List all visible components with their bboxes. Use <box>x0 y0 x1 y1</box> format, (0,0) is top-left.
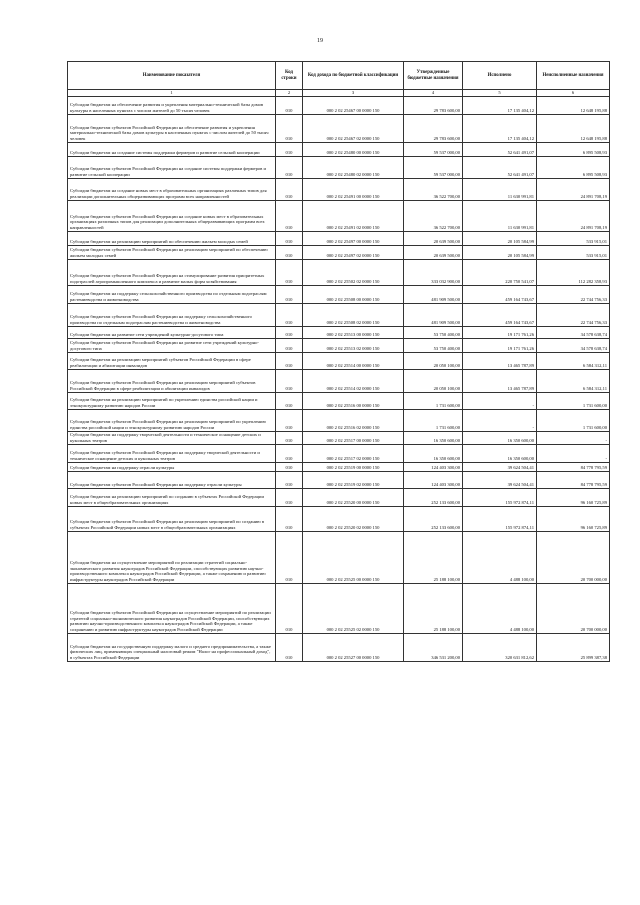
row-unexecuted-cell: 25 899 387,38 <box>537 633 610 661</box>
row-code-cell: 010 <box>276 231 303 245</box>
row-executed-cell: 11 630 991,81 <box>463 178 537 200</box>
row-executed-cell: - <box>463 392 537 409</box>
row-code-cell: 010 <box>276 96 303 114</box>
table-row <box>68 531 610 583</box>
row-unexecuted-cell: 34 578 638,74 <box>537 338 610 352</box>
table-row <box>68 200 610 231</box>
row-approved-cell: 1 731 600,00 <box>404 409 463 431</box>
row-name-cell: Субсидии бюджетам на обеспечение развития и укрепления материально-технической базы домов культуры в населенных пунктах с числом жителей до 50 тысяч человек <box>68 96 276 114</box>
row-approved-cell: 36 522 700,00 <box>404 178 463 200</box>
row-code-cell: 010 <box>276 338 303 352</box>
header-name: Наименование показателя <box>68 62 276 90</box>
row-name-cell: Субсидии бюджетам субъектов Российской Федерации на создание новых мест в образовательных организациях различных типов для реализации дополнительных общеразвивающих программ всех направленностей <box>68 200 276 231</box>
row-unexecuted-cell: 22 744 756,33 <box>537 303 610 326</box>
table-row <box>68 338 610 352</box>
row-name-cell: Субсидии бюджетам на реализацию мероприятий по созданию в субъектах Российской Федерации новых мест в общеобразовательных организациях <box>68 488 276 506</box>
row-unexecuted-cell: 22 744 756,33 <box>537 285 610 303</box>
table-row <box>68 369 610 392</box>
row-name-cell: Субсидии бюджетам субъектов Российской Федерации на поддержку отрасли культуры <box>68 471 276 488</box>
row-budget-code-cell: 000 2 02 25513 02 0000 150 <box>303 338 404 352</box>
row-unexecuted-cell: 1 731 600,00 <box>537 409 610 431</box>
row-unexecuted-cell: 533 915,01 <box>537 245 610 259</box>
row-name-cell: Субсидии бюджетам на государственную поддержку малого и среднего предпринимательства, а также физических лиц, применяющих специальный налоговый режим "Налог на профессиональный доход", в субъектах Российской Федерации <box>68 633 276 661</box>
row-executed-cell: 13 465 787,89 <box>463 369 537 392</box>
row-code-cell: 010 <box>276 409 303 431</box>
row-budget-code-cell: 000 2 02 25520 02 0000 150 <box>303 506 404 531</box>
row-executed-cell: 17 135 404,12 <box>463 114 537 142</box>
row-executed-cell: 11 630 991,81 <box>463 200 537 231</box>
row-approved-cell: 16 350 600,00 <box>404 431 463 444</box>
row-name-cell: Субсидии бюджетам субъектов Российской Федерации на поддержку сельскохозяйственного производства по отдельным подотраслям растениеводства и животноводства <box>68 303 276 326</box>
row-executed-cell: 52 641 491,07 <box>463 142 537 156</box>
header-budget-code: Код дохода по бюджетной классификации <box>303 62 404 90</box>
column-number: 4 <box>404 90 463 96</box>
row-name-cell: Субсидии бюджетам субъектов Российской Федерации на реализацию мероприятий по обеспечению жильем молодых семей <box>68 245 276 259</box>
row-approved-cell: 20 639 500,00 <box>404 245 463 259</box>
table-row <box>68 409 610 431</box>
row-executed-cell: 320 631 812,62 <box>463 633 537 661</box>
row-name-cell: Субсидии бюджетам субъектов Российской Федерации на реализацию мероприятий субъектов Российской Федерации в сфере реабилитации и абилитации инвалидов <box>68 369 276 392</box>
row-unexecuted-cell: 112 282 358,93 <box>537 259 610 285</box>
table-row <box>68 471 610 488</box>
row-budget-code-cell: 000 2 02 25516 00 0000 150 <box>303 392 404 409</box>
row-unexecuted-cell: 84 778 795,59 <box>537 462 610 471</box>
row-budget-code-cell: 000 2 02 25467 02 0000 150 <box>303 114 404 142</box>
row-executed-cell: 19 171 761,26 <box>463 326 537 338</box>
table-row <box>68 231 610 245</box>
row-approved-cell: 333 032 900,00 <box>404 259 463 285</box>
row-approved-cell: 20 050 100,00 <box>404 369 463 392</box>
row-budget-code-cell: 000 2 02 25480 02 0000 150 <box>303 156 404 178</box>
row-budget-code-cell: 000 2 02 25517 02 0000 150 <box>303 444 404 462</box>
row-approved-cell: 481 909 500,00 <box>404 285 463 303</box>
column-number: 3 <box>303 90 404 96</box>
row-unexecuted-cell: 24 891 708,19 <box>537 200 610 231</box>
row-name-cell: Субсидии бюджетам на реализацию мероприятий по укреплению единства российской нации и этнокультурному развитию народов России <box>68 392 276 409</box>
row-unexecuted-cell: 96 160 725,89 <box>537 488 610 506</box>
row-code-cell: 010 <box>276 633 303 661</box>
table-row <box>68 178 610 200</box>
row-unexecuted-cell: 20 700 000,00 <box>537 531 610 583</box>
row-budget-code-cell: 000 2 02 25502 02 0000 150 <box>303 259 404 285</box>
row-approved-cell: 124 403 300,00 <box>404 471 463 488</box>
table-body <box>68 96 610 661</box>
table-row <box>68 285 610 303</box>
row-budget-code-cell: 000 2 02 25497 00 0000 150 <box>303 231 404 245</box>
table-row <box>68 259 610 285</box>
row-name-cell: Субсидии бюджетам на создание новых мест в образовательных организациях различных типов для реализации дополнительных общеразвивающих программ всех направленностей <box>68 178 276 200</box>
row-approved-cell: 25 188 100,00 <box>404 531 463 583</box>
row-budget-code-cell: 000 2 02 25517 00 0000 150 <box>303 431 404 444</box>
table-row <box>68 96 610 114</box>
row-unexecuted-cell: - <box>537 431 610 444</box>
row-budget-code-cell: 000 2 02 25480 00 0000 150 <box>303 142 404 156</box>
row-executed-cell: 459 164 743,67 <box>463 285 537 303</box>
row-executed-cell: 20 105 584,99 <box>463 231 537 245</box>
row-budget-code-cell: 000 2 02 25527 00 0000 150 <box>303 633 404 661</box>
row-budget-code-cell: 000 2 02 25514 02 0000 150 <box>303 369 404 392</box>
column-number: 2 <box>276 90 303 96</box>
row-code-cell: 010 <box>276 462 303 471</box>
row-executed-cell: 459 164 743,67 <box>463 303 537 326</box>
row-code-cell: 010 <box>276 531 303 583</box>
table-row <box>68 156 610 178</box>
row-code-cell: 010 <box>276 488 303 506</box>
row-budget-code-cell: 000 2 02 25467 00 0000 150 <box>303 96 404 114</box>
row-approved-cell: 59 537 000,00 <box>404 156 463 178</box>
table-row <box>68 488 610 506</box>
row-code-cell: 010 <box>276 259 303 285</box>
row-approved-cell: 53 750 400,00 <box>404 326 463 338</box>
table-row <box>68 392 610 409</box>
row-unexecuted-cell: - <box>537 444 610 462</box>
row-budget-code-cell: 000 2 02 25508 02 0000 150 <box>303 303 404 326</box>
row-approved-cell: 124 403 300,00 <box>404 462 463 471</box>
row-unexecuted-cell: 24 891 708,19 <box>537 178 610 200</box>
row-budget-code-cell: 000 2 02 25513 00 0000 150 <box>303 326 404 338</box>
row-approved-cell: 1 731 600,00 <box>404 392 463 409</box>
row-code-cell: 010 <box>276 326 303 338</box>
row-budget-code-cell: 000 2 02 25516 02 0000 150 <box>303 409 404 431</box>
row-budget-code-cell: 000 2 02 25514 00 0000 150 <box>303 352 404 369</box>
row-code-cell: 010 <box>276 431 303 444</box>
row-unexecuted-cell: 20 700 000,00 <box>537 583 610 633</box>
row-unexecuted-cell: 12 648 195,88 <box>537 96 610 114</box>
row-code-cell: 010 <box>276 471 303 488</box>
header-unexecuted: Неисполненные назначения <box>537 62 610 90</box>
header-approved: Утвержденные бюджетные назначения <box>404 62 463 90</box>
row-code-cell: 010 <box>276 178 303 200</box>
row-name-cell: Субсидии бюджетам на поддержку сельскохозяйственного производства по отдельным подотраслям растениеводства и животноводства <box>68 285 276 303</box>
row-executed-cell: 16 350 600,00 <box>463 444 537 462</box>
row-name-cell: Субсидии бюджетам на осуществление мероприятий по реализации стратегий социально-экономического развития наукоградов Российской Федерации, способствующих развитию научно-производственного комплекса наукоградов Российской Федерации, а также сохранению и развитию инфраструктуры наукоградов Российской Федерации <box>68 531 276 583</box>
row-code-cell: 010 <box>276 392 303 409</box>
row-executed-cell: 4 488 100,00 <box>463 531 537 583</box>
row-name-cell: Субсидии бюджетам субъектов Российской Федерации на создание системы поддержки фермеров и развитие сельской кооперации <box>68 156 276 178</box>
row-approved-cell: 59 537 000,00 <box>404 142 463 156</box>
row-executed-cell: - <box>463 409 537 431</box>
row-name-cell: Субсидии бюджетам субъектов Российской Федерации на осуществление мероприятий по реализации стратегий социально-экономического развития наукоградов Российской Федерации, способствующих развитию научно-производственного комплекса наукоградов Российской Федерации, а также сохранению и развитию инфраструктуры наукоградов Российской Федерации <box>68 583 276 633</box>
row-approved-cell: 252 133 600,00 <box>404 488 463 506</box>
row-unexecuted-cell: 6 584 312,11 <box>537 352 610 369</box>
row-unexecuted-cell: 34 578 638,74 <box>537 326 610 338</box>
row-name-cell: Субсидии бюджетам на создание системы поддержки фермеров и развитие сельской кооперации <box>68 142 276 156</box>
row-budget-code-cell: 000 2 02 25520 00 0000 150 <box>303 488 404 506</box>
table-row <box>68 245 610 259</box>
row-approved-cell: 481 909 500,00 <box>404 303 463 326</box>
row-approved-cell: 29 783 600,00 <box>404 96 463 114</box>
row-budget-code-cell: 000 2 02 25491 00 0000 150 <box>303 178 404 200</box>
row-unexecuted-cell: 84 778 795,59 <box>537 471 610 488</box>
row-executed-cell: 17 135 404,12 <box>463 96 537 114</box>
row-executed-cell: 16 350 600,00 <box>463 431 537 444</box>
table-row <box>68 431 610 444</box>
row-code-cell: 010 <box>276 245 303 259</box>
row-name-cell: Субсидии бюджетам субъектов Российской Федерации на поддержку творческой деятельности и техническое оснащение детских и кукольных театров <box>68 444 276 462</box>
row-name-cell: Субсидии бюджетам субъектов Российской Федерации на развитие сети учреждений культурно-досугового типа <box>68 338 276 352</box>
row-executed-cell: 220 750 541,07 <box>463 259 537 285</box>
row-unexecuted-cell: 6 895 508,93 <box>537 142 610 156</box>
row-code-cell: 010 <box>276 285 303 303</box>
row-name-cell: Субсидии бюджетам на развитие сети учреждений культурно-досугового типа <box>68 326 276 338</box>
table-row <box>68 462 610 471</box>
row-approved-cell: 53 750 400,00 <box>404 338 463 352</box>
row-approved-cell: 20 050 100,00 <box>404 352 463 369</box>
row-code-cell: 010 <box>276 200 303 231</box>
row-budget-code-cell: 000 2 02 25525 02 0000 150 <box>303 583 404 633</box>
row-approved-cell: 346 531 200,00 <box>404 633 463 661</box>
row-budget-code-cell: 000 2 02 25525 00 0000 150 <box>303 531 404 583</box>
row-executed-cell: 4 488 100,00 <box>463 583 537 633</box>
row-code-cell: 010 <box>276 303 303 326</box>
table-row <box>68 142 610 156</box>
row-executed-cell: 13 465 787,89 <box>463 352 537 369</box>
column-number: 5 <box>463 90 537 96</box>
row-name-cell: Субсидии бюджетам субъектов Российской Федерации на стимулирование развития приоритетных подотраслей агропромышленного комплекса и развитие малых форм хозяйствования <box>68 259 276 285</box>
row-approved-cell: 20 639 500,00 <box>404 231 463 245</box>
row-executed-cell: 52 641 491,07 <box>463 156 537 178</box>
table-row <box>68 352 610 369</box>
row-approved-cell: 29 783 600,00 <box>404 114 463 142</box>
table-row <box>68 583 610 633</box>
row-unexecuted-cell: 96 160 725,89 <box>537 506 610 531</box>
row-name-cell: Субсидии бюджетам на поддержку творческой деятельности и техническое оснащение детских и кукольных театров <box>68 431 276 444</box>
row-approved-cell: 36 522 700,00 <box>404 200 463 231</box>
row-name-cell: Субсидии бюджетам субъектов Российской Федерации на реализацию мероприятий по созданию в субъектах Российской Федерации новых мест в общеобразовательных организациях <box>68 506 276 531</box>
row-code-cell: 010 <box>276 352 303 369</box>
row-code-cell: 010 <box>276 444 303 462</box>
row-unexecuted-cell: 6 584 312,11 <box>537 369 610 392</box>
column-number: 1 <box>68 90 276 96</box>
table-row <box>68 303 610 326</box>
row-executed-cell: 155 972 874,11 <box>463 506 537 531</box>
row-approved-cell: 16 350 600,00 <box>404 444 463 462</box>
row-code-cell: 010 <box>276 369 303 392</box>
row-budget-code-cell: 000 2 02 25519 00 0000 150 <box>303 462 404 471</box>
row-name-cell: Субсидии бюджетам субъектов Российской Федерации на реализацию мероприятий по укреплению единства российской нации и этнокультурному развитию народов России <box>68 409 276 431</box>
row-code-cell: 010 <box>276 156 303 178</box>
row-name-cell: Субсидии бюджетам субъектов Российской Федерации на обеспечение развития и укрепления материально-технической базы домов культуры в населенных пунктах с числом жителей до 50 тысяч человек <box>68 114 276 142</box>
row-name-cell: Субсидии бюджетам на реализацию мероприятий по обеспечению жильем молодых семей <box>68 231 276 245</box>
row-unexecuted-cell: 12 648 195,88 <box>537 114 610 142</box>
row-executed-cell: 20 105 584,99 <box>463 245 537 259</box>
row-executed-cell: 19 171 761,26 <box>463 338 537 352</box>
row-unexecuted-cell: 6 895 508,93 <box>537 156 610 178</box>
row-code-cell: 010 <box>276 506 303 531</box>
row-executed-cell: 39 624 504,41 <box>463 462 537 471</box>
table-row <box>68 444 610 462</box>
header-row <box>68 62 610 90</box>
row-approved-cell: 252 133 600,00 <box>404 506 463 531</box>
header-code: Код строки <box>276 62 303 90</box>
row-code-cell: 010 <box>276 583 303 633</box>
table-row <box>68 326 610 338</box>
row-budget-code-cell: 000 2 02 25497 02 0000 150 <box>303 245 404 259</box>
row-name-cell: Субсидии бюджетам на реализацию мероприятий субъектов Российской Федерации в сфере реабилитации и абилитации инвалидов <box>68 352 276 369</box>
row-code-cell: 010 <box>276 114 303 142</box>
page-number: 19 <box>317 38 323 44</box>
header-executed: Исполнено <box>463 62 537 90</box>
row-name-cell: Субсидии бюджетам на поддержку отрасли культуры <box>68 462 276 471</box>
row-budget-code-cell: 000 2 02 25519 02 0000 150 <box>303 471 404 488</box>
row-budget-code-cell: 000 2 02 25491 02 0000 150 <box>303 200 404 231</box>
row-unexecuted-cell: 1 731 600,00 <box>537 392 610 409</box>
row-approved-cell: 25 188 100,00 <box>404 583 463 633</box>
budget-table <box>67 61 610 662</box>
table-row <box>68 633 610 661</box>
table-row <box>68 114 610 142</box>
table-row <box>68 506 610 531</box>
row-executed-cell: 155 972 874,11 <box>463 488 537 506</box>
row-unexecuted-cell: 533 915,01 <box>537 231 610 245</box>
row-code-cell: 010 <box>276 142 303 156</box>
column-number: 6 <box>537 90 610 96</box>
row-budget-code-cell: 000 2 02 25508 00 0000 150 <box>303 285 404 303</box>
row-executed-cell: 39 624 504,41 <box>463 471 537 488</box>
